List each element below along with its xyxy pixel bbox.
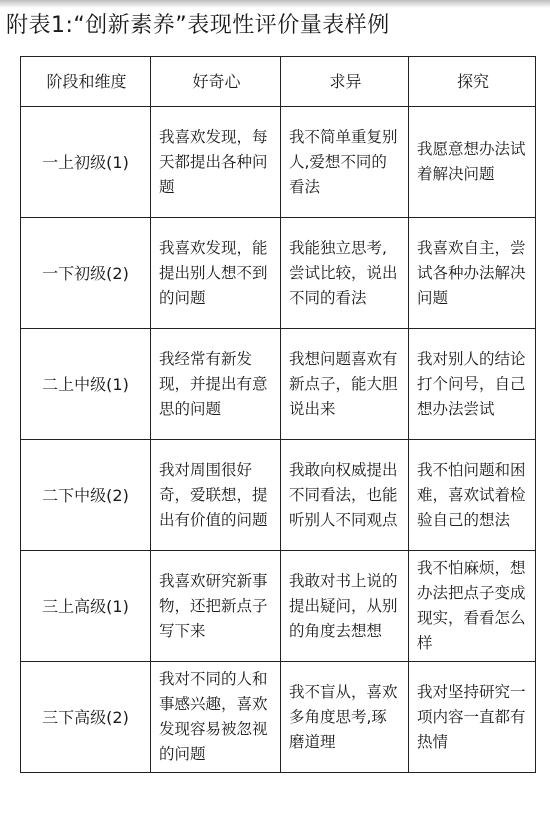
top-edge-strip xyxy=(0,0,550,8)
curiosity-cell: 我经常有新发现，并提出有意思的问题 xyxy=(151,329,281,440)
table-row xyxy=(21,218,536,329)
table-row xyxy=(21,107,536,218)
stage-cell: 三上高级(1) xyxy=(21,551,151,662)
divergence-cell: 我敢对书上说的提出疑问，从别的角度去想想 xyxy=(281,551,409,662)
table-row xyxy=(21,662,536,773)
header-curiosity: 好奇心 xyxy=(151,57,281,107)
stage-cell: 一下初级(2) xyxy=(21,218,151,329)
inquiry-cell: 我愿意想办法试着解决问题 xyxy=(409,107,536,218)
inquiry-cell: 我对坚持研究一项内容一直都有热情 xyxy=(409,662,536,773)
table-row xyxy=(21,551,536,662)
curiosity-cell: 我对周围很好奇，爱联想，提出有价值的问题 xyxy=(151,440,281,551)
stage-cell: 二下中级(2) xyxy=(21,440,151,551)
header-divergence: 求异 xyxy=(281,57,409,107)
rubric-table xyxy=(20,56,536,773)
stage-cell: 一上初级(1) xyxy=(21,107,151,218)
inquiry-cell: 我不怕问题和困难，喜欢试着检验自己的想法 xyxy=(409,440,536,551)
header-row xyxy=(21,57,536,107)
header-stage: 阶段和维度 xyxy=(21,57,151,107)
divergence-cell: 我能独立思考,尝试比较，说出不同的看法 xyxy=(281,218,409,329)
table-row xyxy=(21,329,536,440)
curiosity-cell: 我喜欢研究新事物，还把新点子写下来 xyxy=(151,551,281,662)
header-inquiry: 探究 xyxy=(409,57,536,107)
divergence-cell: 我不盲从，喜欢多角度思考,琢磨道理 xyxy=(281,662,409,773)
divergence-cell: 我不简单重复别人,爱想不同的看法 xyxy=(281,107,409,218)
curiosity-cell: 我喜欢发现，每天都提出各种问题 xyxy=(151,107,281,218)
table-caption: 附表1:“创新素养”表现性评价量表样例 xyxy=(6,13,390,38)
divergence-cell: 我想问题喜欢有新点子，能大胆说出来 xyxy=(281,329,409,440)
curiosity-cell: 我喜欢发现，能提出别人想不到的问题 xyxy=(151,218,281,329)
stage-cell: 二上中级(1) xyxy=(21,329,151,440)
inquiry-cell: 我喜欢自主，尝试各种办法解决问题 xyxy=(409,218,536,329)
inquiry-cell: 我对别人的结论打个问号，自己想办法尝试 xyxy=(409,329,536,440)
inquiry-cell: 我不怕麻烦，想办法把点子变成现实，看看怎么样 xyxy=(409,551,536,662)
curiosity-cell: 我对不同的人和事感兴趣，喜欢发现容易被忽视的问题 xyxy=(151,662,281,773)
table-row xyxy=(21,440,536,551)
divergence-cell: 我敢向权威提出不同看法，也能听别人不同观点 xyxy=(281,440,409,551)
stage-cell: 三下高级(2) xyxy=(21,662,151,773)
